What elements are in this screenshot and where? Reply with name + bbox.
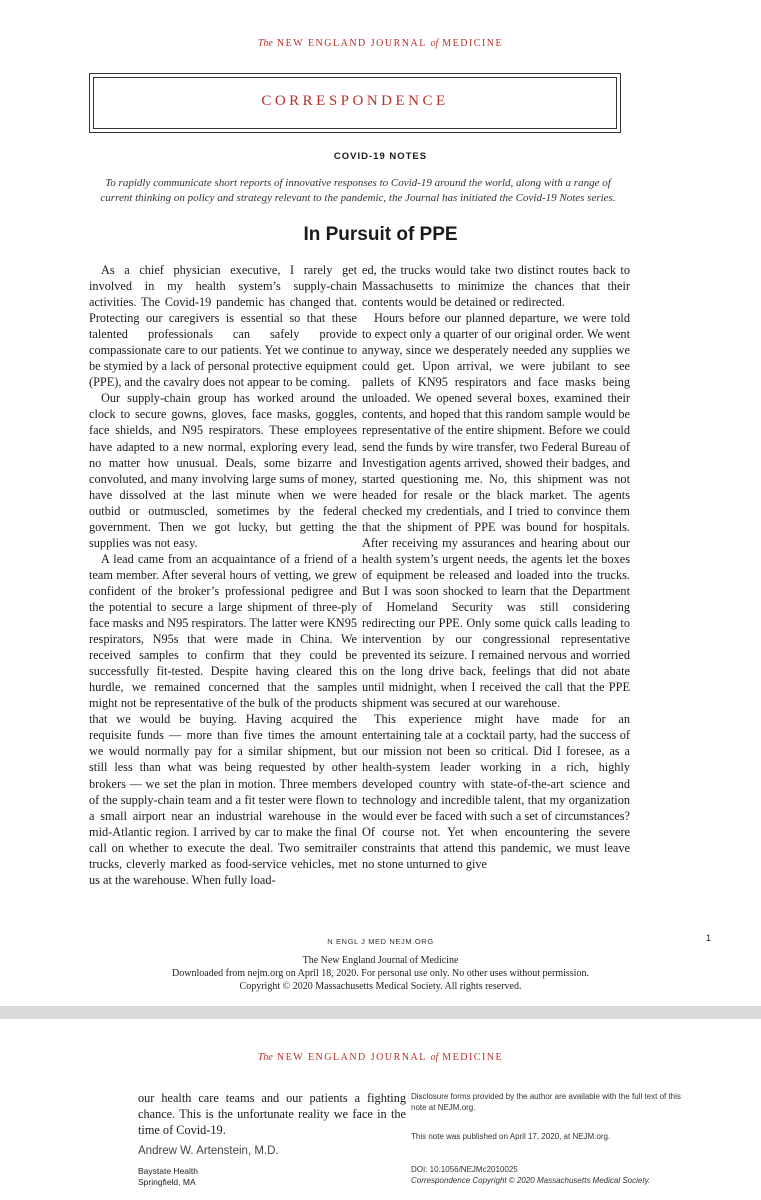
paragraph: As a chief physician executive, I rarely get involved in my health system’s supply-chain activities. The Covid-19 pandemic has changed that. Protecting our caregivers is essential so that these talented professionals can safely provide compassionate care to our patients. Yet we continue to be stymied by a lack of personal protective equipment (PPE), and the cavalry does not appear to be coming.: [89, 263, 357, 390]
paragraph: Hours before our planned departure, we were told to expect only a quarter of our original order. We went anyway, since we desperately needed any supplies we could get. Upon arrival, we were jubilant to see pallets of KN95 respirators and face masks being unloaded. We opened several boxes, examined their contents, and hoped that this random sample would be representative of the entire shipment. Before we could send the funds by wire transfer, two Federal Bureau of Investigation agents arrived, showed their badges, and started questioning me. No, this shipment was not headed for resale or the black market. The agents checked my credentials, and I tried to convince them that the shipment of PPE was bound for hospitals. After receiving my assurances and hearing about our health system’s urgent needs, the agents let the boxes of equipment be released and loaded into the trucks. But I was soon shocked to learn that the Department of Homeland Security was still considering redirecting our PPE. Only some quick calls leading to intervention by our congressional representative prevented its seizure. I remained nervous and worried on the long drive back, feelings that did not abate until midnight, when I received the call that the PPE shipment was secured at our warehouse.: [362, 311, 630, 711]
article-column-2: [362, 262, 630, 872]
journal-prefix: The: [257, 1052, 273, 1063]
section-box: [89, 73, 621, 133]
disclosure-note: Disclosure forms provided by the author are available with the full text of this note at NEJM.org.: [411, 1092, 681, 1112]
paragraph: ed, the trucks would take two distinct routes back to Massachusetts to minimize the chances that their contents would be detained or redirected.: [362, 263, 630, 310]
page-2: [0, 1019, 761, 1200]
page-number: 1: [706, 933, 712, 943]
author-institution: Baystate Health: [138, 1166, 199, 1176]
journal-name-part1: NEW ENGLAND JOURNAL: [276, 1052, 427, 1063]
journal-header: [0, 38, 761, 49]
doi: DOI: 10.1056/NEJMc2010025: [411, 1165, 518, 1174]
download-line-2: Downloaded from nejm.org on April 18, 2020. For personal use only. No other uses without permission.: [172, 968, 589, 979]
paragraph: our health care teams and our patients a fighting chance. This is the unfortunate reality we face in the time of Covid-19.: [138, 1091, 406, 1137]
journal-name-part2: MEDICINE: [442, 1052, 504, 1063]
journal-of: of: [430, 1052, 439, 1063]
footer-citation: N ENGL J MED NEJM.ORG: [327, 937, 434, 946]
article-column-1: [89, 262, 357, 888]
article-continuation: [138, 1090, 406, 1138]
journal-of: of: [430, 38, 439, 49]
copyright-note: Correspondence Copyright © 2020 Massachusetts Medical Society.: [411, 1176, 651, 1185]
author-affiliation: [138, 1166, 198, 1188]
journal-prefix: The: [257, 38, 273, 49]
author-name: Andrew W. Artenstein, M.D.: [138, 1145, 279, 1157]
section-title: CORRESPONDENCE: [261, 93, 449, 109]
journal-header: [0, 1052, 761, 1063]
series-description: To rapidly communicate short reports of innovative responses to Covid-19 around the world, along with a range of current thinking on policy and strategy relevant to the pandemic, the Journal has initiated the Covid-19 Notes series.: [100, 177, 616, 204]
article-title: In Pursuit of PPE: [303, 224, 458, 245]
paragraph: Our supply-chain group has worked around the clock to secure gowns, gloves, face masks, goggles, face shields, and N95 respirators. These employees have adapted to a new normal, exploring every lead, no matter how unusual. Deals, some bizarre and convoluted, and many involving large sums of money, have dissolved at the last minute when we were outbid or outmuscled, sometimes by the federal government. Then we got lucky, but getting the supplies was not easy.: [89, 391, 357, 550]
publication-note: This note was published on April 17, 2020, at NEJM.org.: [411, 1132, 611, 1141]
paragraph: This experience might have made for an entertaining tale at a cocktail party, had the success of our mission not been so critical. Did I foresee, as a health-system leader working in a rich, highly developed country with state-of-the-art science and technology and incredible talent, that my organization would ever be faced with such a set of circumstances? Of course not. Yet when encountering the severe constraints that attend this pandemic, we must leave no stone unturned to give: [362, 712, 630, 871]
series-label: COVID-19 NOTES: [333, 151, 428, 162]
author-location: Springfield, MA: [138, 1177, 196, 1187]
download-line-3: Copyright © 2020 Massachusetts Medical Society. All rights reserved.: [239, 981, 522, 992]
paragraph: A lead came from an acquaintance of a friend of a team member. After several hours of vetting, we grew confident of the broker’s professional pedigree and the potential to secure a large shipment of three-ply face masks and N95 respirators. The latter were KN95 respirators, N95s that were made in China. We received samples to confirm that they could be successfully fit-tested. Despite having cleared this hurdle, we remained concerned that the samples might not be representative of the bulk of the products that we would be buying. Having acquired the requisite funds — more than five times the amount we would normally pay for a similar shipment, but still less than what was being requested by other brokers — we set the plan in motion. Three members of the supply-chain team and a fit tester were flown to a small airport near an industrial warehouse in the mid-Atlantic region. I arrived by car to make the final call on whether to execute the deal. Two semitrailer trucks, cleverly marked as food-service vehicles, met us at the warehouse. When fully load-: [89, 551, 357, 887]
journal-name-part2: MEDICINE: [442, 38, 504, 49]
journal-name-part1: NEW ENGLAND JOURNAL: [276, 38, 427, 49]
download-line-1: The New England Journal of Medicine: [302, 955, 459, 966]
download-notice: [0, 954, 761, 993]
